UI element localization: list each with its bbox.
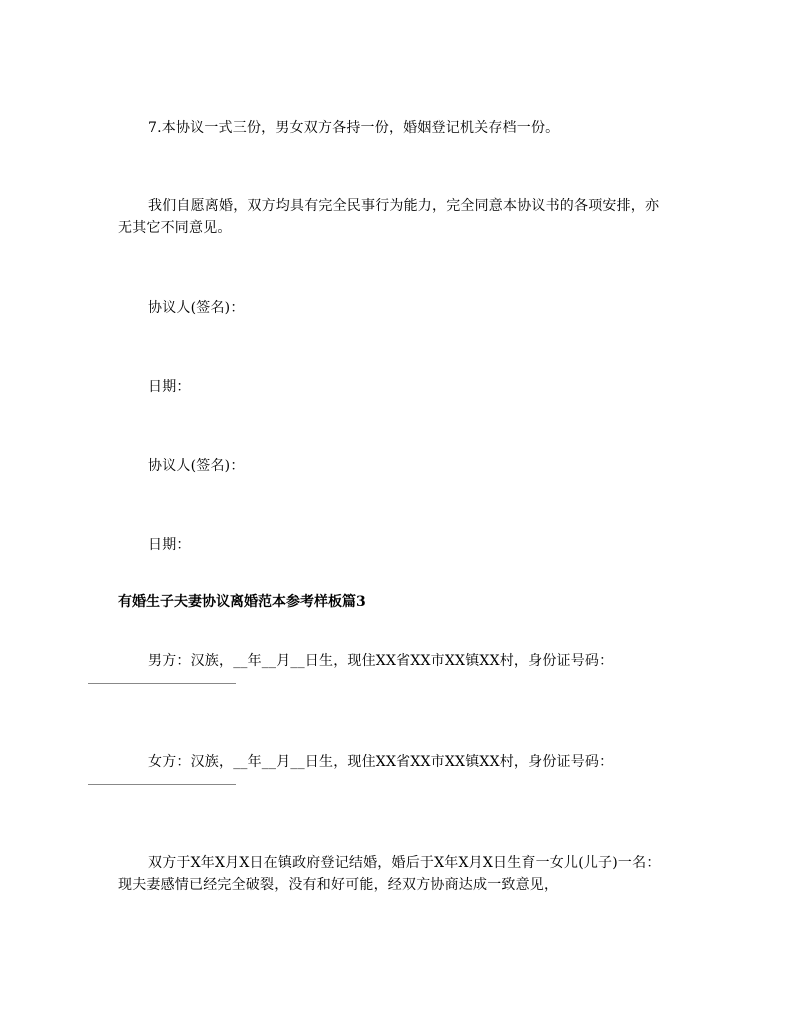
- voluntary-divorce-paragraph: 我们自愿离婚，双方均具有完全民事行为能力，完全同意本协议书的各项安排，亦无其它不同意见。: [118, 198, 660, 236]
- marriage-history-paragraph: 双方于X年X月X日在镇政府登记结婚，婚后于X年X月X日生育一女儿(儿子)一名：现夫妻感情已经完全破裂，没有和好可能，经双方协商达成一致意见，: [118, 855, 661, 893]
- female-id-blank-line: [88, 783, 236, 785]
- signature-line-1: 协议人(签名)：: [148, 300, 245, 316]
- date-line-2: 日期：: [148, 537, 191, 553]
- female-party-text: 女方：汉族，__年__月__日生，现住XX省XX市XX镇XX村，身份证号码：: [148, 754, 614, 770]
- section-heading: 有婚生子夫妻协议离婚范本参考样板篇3: [118, 594, 366, 610]
- clause-7-paragraph: 7.本协议一式三份，男女双方各持一份，婚姻登记机关存档一份。: [148, 120, 560, 136]
- male-party-text: 男方：汉族，__年__月__日生，现住XX省XX市XX镇XX村，身份证号码：: [148, 653, 614, 669]
- male-party-paragraph: [118, 650, 678, 684]
- male-id-blank-line: [88, 682, 236, 684]
- signature-line-2: 协议人(签名)：: [148, 458, 245, 474]
- date-line-1: 日期：: [148, 379, 191, 395]
- female-party-paragraph: [118, 751, 678, 785]
